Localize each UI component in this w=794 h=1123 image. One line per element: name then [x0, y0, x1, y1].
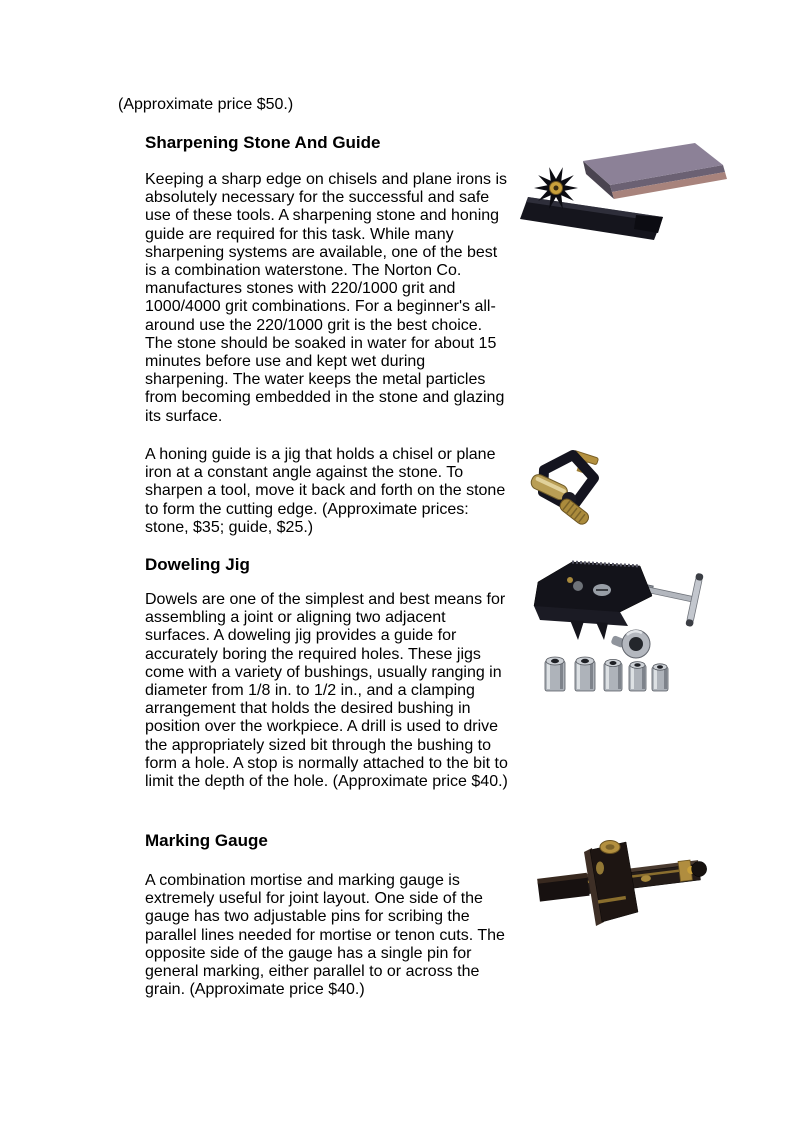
- gauge-head: [584, 841, 638, 927]
- marking-gauge-photo: [528, 836, 708, 928]
- paragraph-sharpening-stone: Keeping a sharp edge on chisels and plane irons is absolutely necessary for the successful and safe use of these tools. A sharpening stone and honing guide are required for this task. While many sharpening systems are available, one of the best is a combination waterstone. The Norton Co. manufactures stones with 220/1000 grit and 1000/4000 grit combinations. For a beginner's all-around use the 220/1000 grit is the best choice. The stone should be soaked in water for about 15 minutes before use and kept wet during sharpening. The water keeps the metal particles from becoming embedded in the stone and glazing its surface.: [145, 171, 508, 425]
- collar-bushing: [610, 630, 650, 658]
- doweling-jig-illustration: [522, 552, 712, 704]
- heading-marking-gauge: Marking Gauge: [145, 831, 268, 850]
- heading-doweling-jig: Doweling Jig: [145, 555, 250, 574]
- sharpening-stone-and-honing-guide-photo: [518, 141, 730, 245]
- bushing-set: [545, 657, 668, 691]
- heading-sharpening-stone-and-guide: Sharpening Stone And Guide: [145, 133, 381, 152]
- paragraph-honing-guide: A honing guide is a jig that holds a chisel or plane iron at a constant angle against the stone. To sharpen a tool, move it back and forth on the stone to form the cutting edge. (Approximate prices: stone, $35; guide, $25.): [145, 446, 506, 536]
- sharpening-stone-illustration: [518, 141, 730, 245]
- price-note: (Approximate price $50.): [118, 96, 294, 113]
- doweling-jig-with-bushings-photo: [522, 552, 712, 704]
- honing-guide-photo: [528, 442, 608, 534]
- honing-guide-illustration: [528, 442, 608, 534]
- marking-gauge-illustration: [528, 836, 708, 928]
- paragraph-doweling-jig: Dowels are one of the simplest and best means for assembling a joint or aligning two adjacent surfaces. A doweling jig provides a guide for accurately boring the required holes. These jigs come with a variety of bushings, usually ranging in diameter from 1/8 in. to 1/2 in., and a clamping arrangement that holds the desired bushing in position over the workpiece. A drill is used to drive the appropriately sized bit through the bushing to form a hole. A stop is normally attached to the bit to limit the depth of the hole. (Approximate price $40.): [145, 591, 508, 791]
- paragraph-marking-gauge: A combination mortise and marking gauge is extremely useful for joint layout. One side of the gauge has two adjustable pins for scribing the parallel lines needed for mortise or tenon cuts. The opposite side of the gauge has a single pin for general marking, either parallel to or across the grain. (Approximate price $40.): [145, 872, 505, 999]
